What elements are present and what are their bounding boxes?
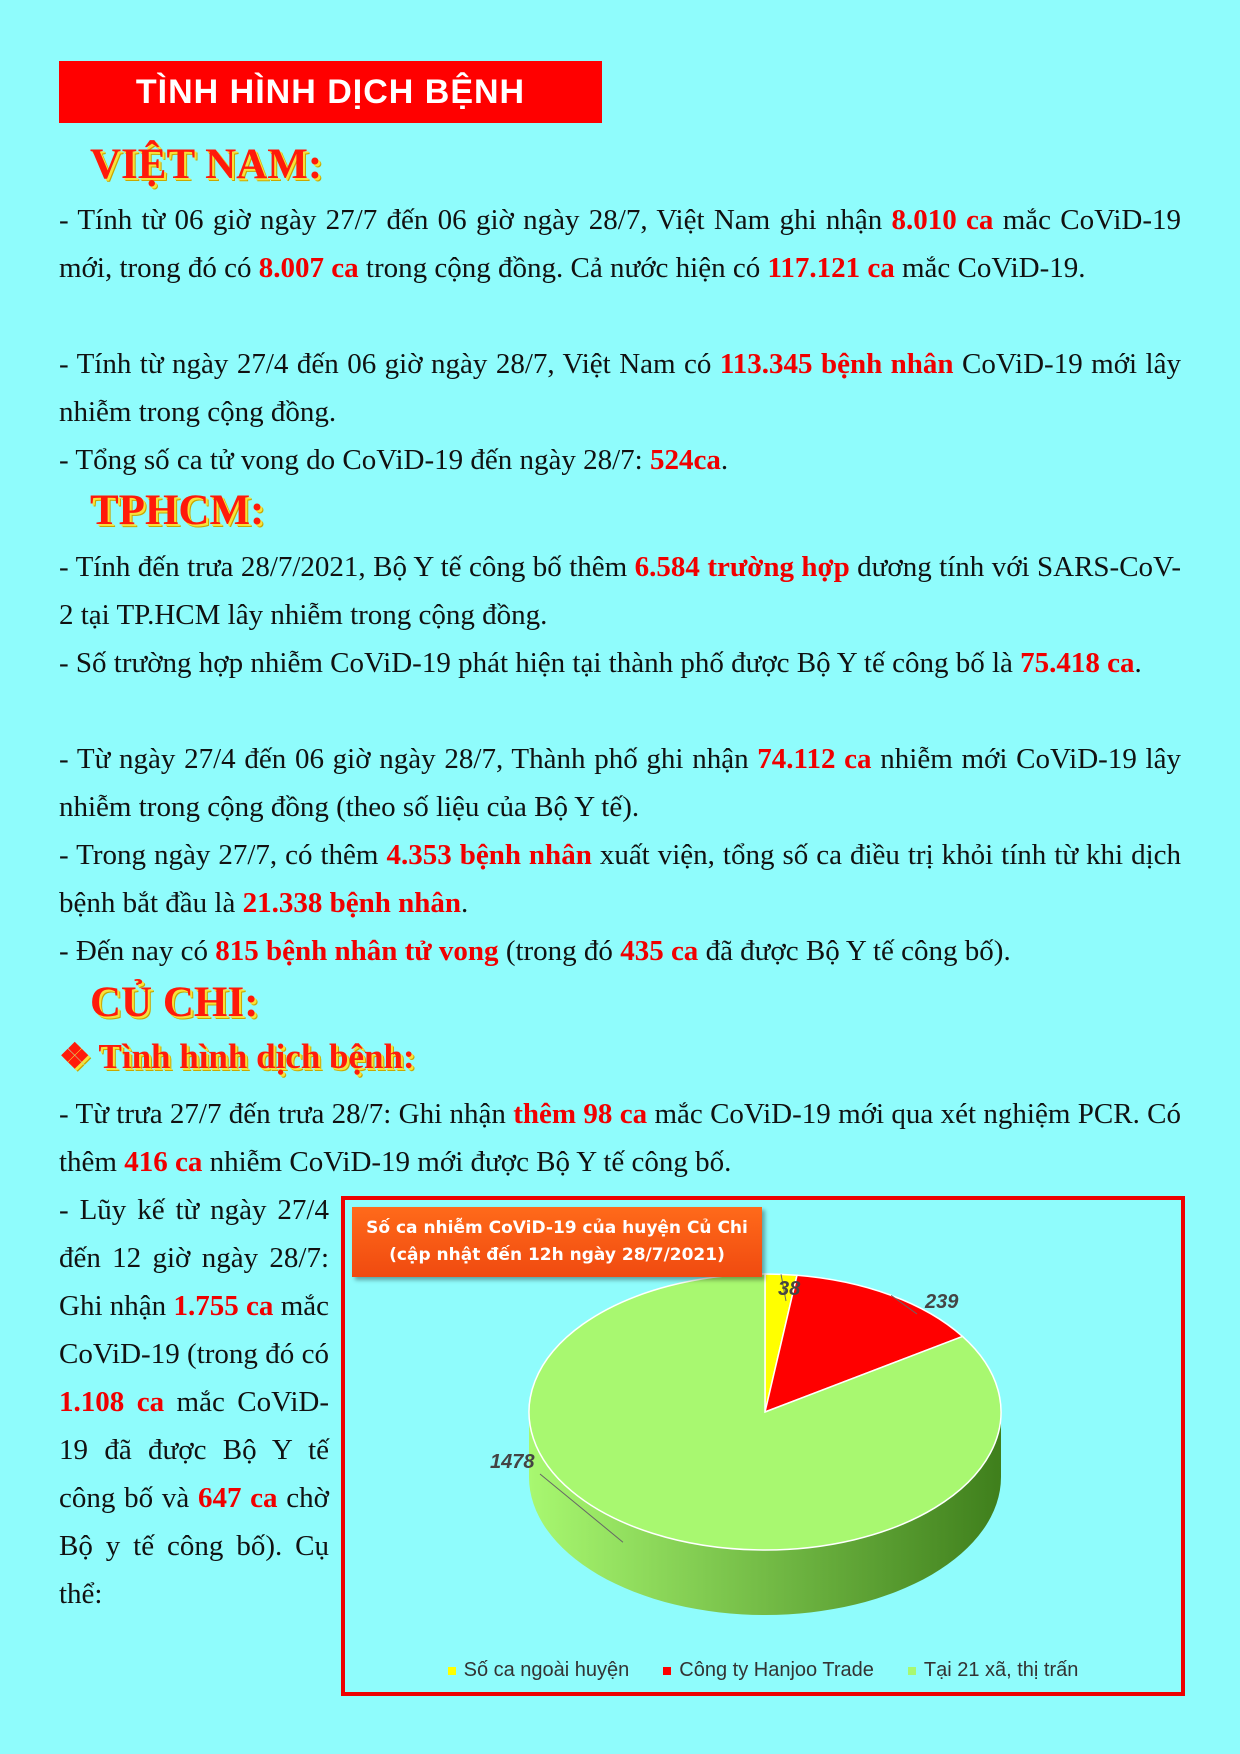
- text-run: .: [1134, 647, 1142, 679]
- text-run: - Từ ngày 27/4 đến 06 giờ ngày 28/7, Thành phố ghi nhận: [59, 743, 758, 775]
- text-run: đã được Bộ Y tế công bố).: [698, 935, 1011, 967]
- text-run: mắc CoViD-19 mới, trong đó có: [59, 204, 1181, 284]
- text-run: mắc CoViD-19.: [894, 252, 1086, 284]
- cuchi-heading: CỦ CHI:: [90, 979, 259, 1026]
- text-run: nhiễm mới CoViD-19 lây nhiễm trong cộng đồng (theo số liệu của Bộ Y tế).: [59, 743, 1181, 823]
- highlight-figure: 21.338 bệnh nhân: [242, 887, 462, 919]
- legend-label: Số ca ngoài huyện: [463, 1659, 630, 1681]
- tphcm-paragraph-1: [59, 543, 1181, 639]
- text-run: trong cộng đồng. Cả nước hiện có: [358, 252, 768, 284]
- highlight-figure: 1.108 ca: [59, 1386, 165, 1418]
- text-run: (trong đó: [498, 935, 621, 967]
- text-run: mắc CoViD-19 đã được Bộ Y tế công bố và: [59, 1386, 329, 1514]
- text-run: - Tổng số ca tử vong do CoViD-19 đến ngày 28/7:: [59, 444, 650, 476]
- vietnam-paragraph-3: [59, 436, 1181, 484]
- chart-title-line-2: (cập nhật đến 12h ngày 28/7/2021): [389, 1245, 725, 1265]
- highlight-figure: 117.121 ca: [767, 252, 895, 284]
- highlight-figure: 647 ca: [197, 1482, 278, 1514]
- highlight-figure: thêm 98 ca: [513, 1098, 648, 1130]
- tphcm-paragraph-5: [59, 927, 1181, 975]
- legend-label: Công ty Hanjoo Trade: [679, 1659, 874, 1681]
- text-run: - Trong ngày 27/7, có thêm: [59, 839, 387, 871]
- text-run: - Tính từ ngày 27/4 đến 06 giờ ngày 28/7, Việt Nam có: [59, 348, 720, 380]
- highlight-figure: 524ca: [649, 444, 721, 476]
- highlight-figure: 113.345 bệnh nhân: [719, 348, 954, 380]
- text-run: CoViD-19 mới lây nhiễm trong cộng đồng.: [59, 348, 1181, 428]
- highlight-figure: 1.755 ca: [173, 1290, 274, 1322]
- highlight-figure: 8.010 ca: [891, 204, 994, 236]
- chart-legend: [345, 1659, 1181, 1682]
- text-run: .: [461, 887, 469, 919]
- text-run: dương tính với SARS-CoV-2 tại TP.HCM lây nhiễm trong cộng đồng.: [59, 551, 1181, 631]
- legend-item: [663, 1659, 874, 1682]
- data-label: 1478: [490, 1451, 535, 1473]
- cuchi-subheading: ❖ Tình hình dịch bệnh:: [59, 1037, 415, 1076]
- legend-item: [908, 1659, 1079, 1682]
- highlight-figure: 435 ca: [620, 935, 699, 967]
- highlight-figure: 815 bệnh nhân tử vong: [215, 935, 499, 967]
- chart-title: [352, 1207, 762, 1277]
- tphcm-paragraph-3: [59, 735, 1181, 831]
- legend-item: [448, 1659, 630, 1682]
- legend-swatch: [663, 1667, 671, 1675]
- text-run: .: [720, 444, 729, 476]
- text-run: nhiễm CoViD-19 mới được Bộ Y tế công bố.: [202, 1146, 732, 1178]
- text-run: - Tính đến trưa 28/7/2021, Bộ Y tế công bố thêm: [59, 551, 635, 583]
- text-run: - Đến nay có: [59, 935, 216, 967]
- highlight-figure: 74.112 ca: [757, 743, 872, 775]
- cuchi-paragraph-2: [59, 1186, 329, 1618]
- text-run: mắc CoViD-19 mới qua xét nghiệm PCR. Có thêm: [59, 1098, 1182, 1178]
- highlight-figure: 8.007 ca: [258, 252, 359, 284]
- text-run: mắc CoViD-19 (trong đó có: [59, 1290, 329, 1370]
- tphcm-paragraph-2: [59, 639, 1181, 687]
- tphcm-heading: TPHCM:: [90, 487, 265, 534]
- text-run: - Số trường hợp nhiễm CoViD-19 phát hiện tại thành phố được Bộ Y tế công bố là: [59, 647, 1021, 679]
- text-run: chờ Bộ y tế công bố). Cụ thể:: [59, 1482, 329, 1610]
- highlight-figure: 416 ca: [124, 1146, 203, 1178]
- text-run: - Từ trưa 27/7 đến trưa 28/7: Ghi nhận: [59, 1098, 514, 1130]
- vietnam-paragraph-1: [59, 196, 1181, 292]
- vietnam-paragraph-2: [59, 340, 1181, 436]
- text-run: xuất viện, tổng số ca điều trị khỏi tính từ khi dịch bệnh bắt đầu là: [59, 839, 1181, 919]
- data-label: 38: [778, 1278, 801, 1300]
- cuchi-paragraph-1: [59, 1090, 1181, 1186]
- chart-title-line-1: Số ca nhiễm CoViD-19 của huyện Củ Chi: [366, 1218, 748, 1238]
- legend-label: Tại 21 xã, thị trấn: [923, 1659, 1079, 1681]
- cuchi-pie-chart: [341, 1196, 1185, 1696]
- highlight-figure: 6.584 trường hợp: [634, 551, 850, 583]
- section-banner: TÌNH HÌNH DỊCH BỆNH: [59, 61, 602, 123]
- data-label: 239: [925, 1291, 959, 1313]
- highlight-figure: 4.353 bệnh nhân: [386, 839, 592, 871]
- text-run: - Lũy kế từ ngày 27/4 đến 12 giờ ngày 28/7: Ghi nhận: [59, 1194, 329, 1322]
- vietnam-heading: VIỆT NAM:: [90, 141, 323, 188]
- legend-swatch: [448, 1667, 456, 1675]
- highlight-figure: 75.418 ca: [1020, 647, 1135, 679]
- text-run: - Tính từ 06 giờ ngày 27/7 đến 06 giờ ngày 28/7, Việt Nam ghi nhận: [59, 204, 892, 236]
- tphcm-paragraph-4: [59, 831, 1181, 927]
- legend-swatch: [908, 1667, 916, 1675]
